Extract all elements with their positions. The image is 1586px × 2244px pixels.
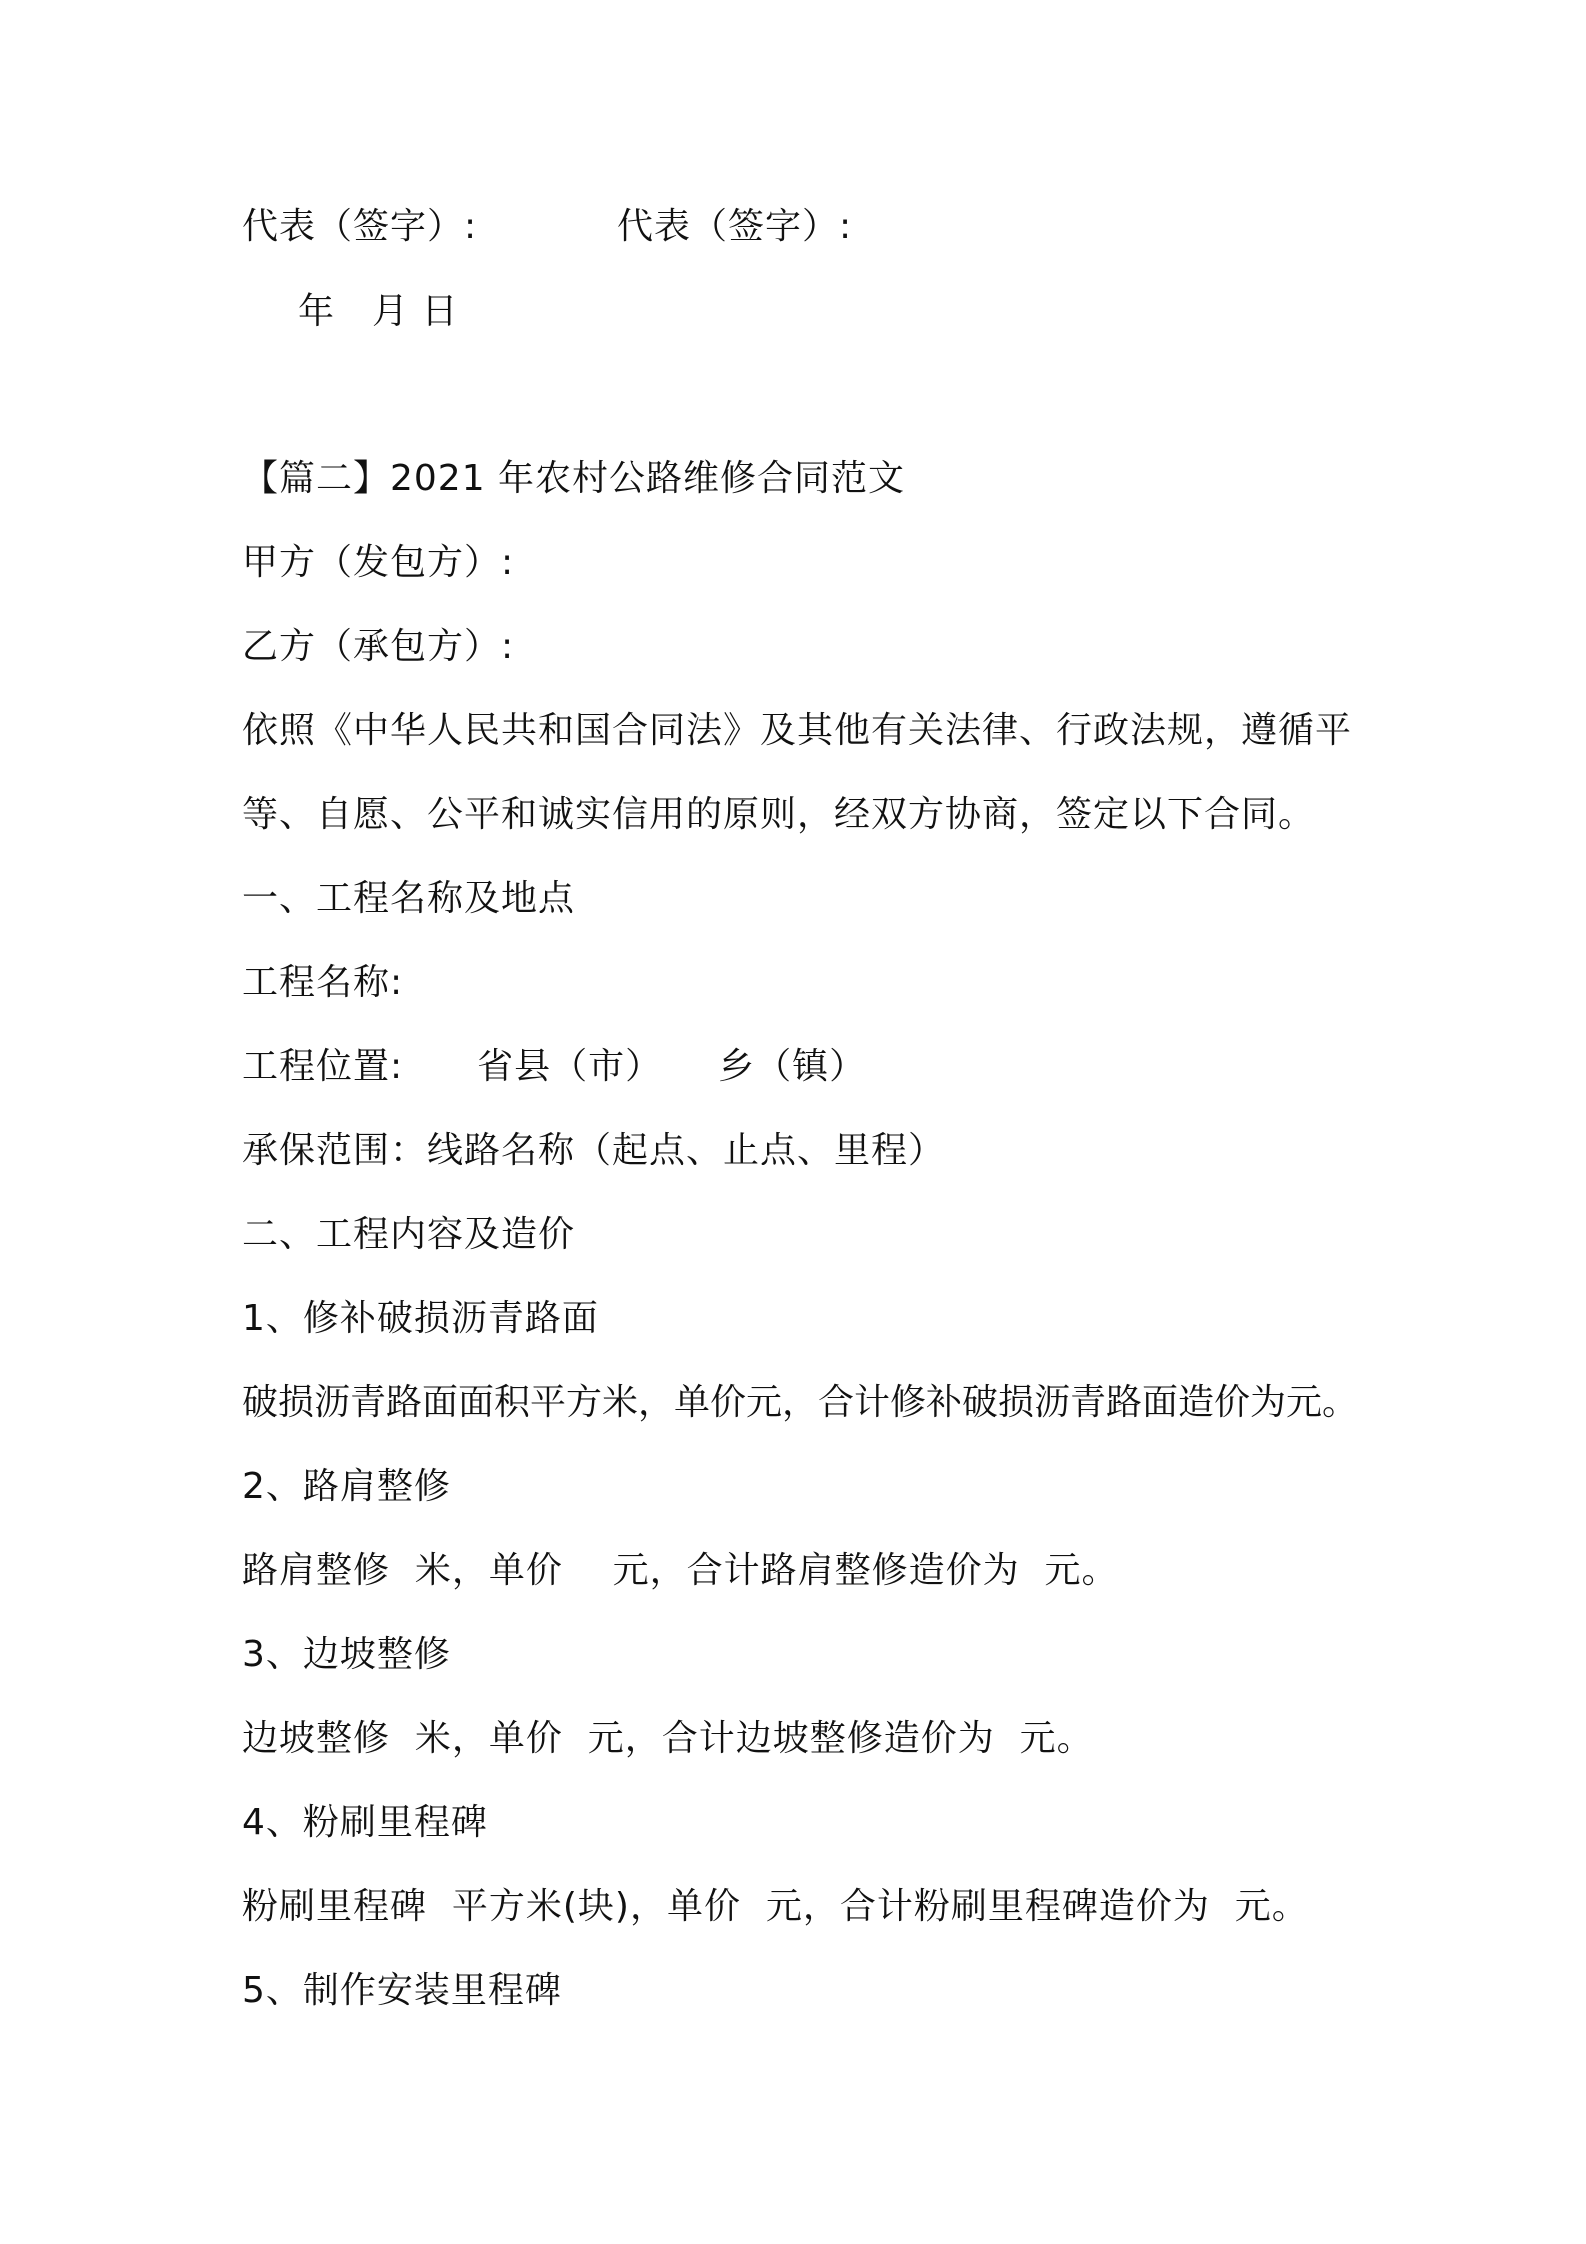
item5-heading: 5、制作安装里程碑 — [242, 1970, 562, 2011]
item4-heading: 4、粉刷里程碑 — [242, 1802, 488, 1843]
intro-line-2: 等、自愿、公平和诚实信用的原则，经双方协商，签定以下合同。 — [242, 794, 1316, 835]
item1-text: 破损沥青路面面积平方米，单价元，合计修补破损沥青路面造价为元。 — [242, 1382, 1359, 1423]
item2-heading: 2、路肩整修 — [242, 1466, 451, 1507]
signature-left-label: 代表（签字）: — [242, 206, 478, 247]
section1-heading: 一、工程名称及地点 — [242, 878, 576, 919]
project-location-line: 工程位置: 省县（市） 乡（镇） — [242, 1046, 867, 1087]
item3-text: 边坡整修 米，单价 元，合计边坡整修造价为 元。 — [242, 1718, 1094, 1759]
section2-heading: 二、工程内容及造价 — [242, 1214, 576, 1255]
party-a-line: 甲方（发包方）: — [242, 542, 515, 583]
signature-right-label: 代表（签字）: — [617, 206, 853, 247]
item1-heading: 1、修补破损沥青路面 — [242, 1298, 599, 1339]
item3-heading: 3、边坡整修 — [242, 1634, 451, 1675]
intro-line-1: 依照《中华人民共和国合同法》及其他有关法律、行政法规，遵循平 — [242, 710, 1353, 751]
item2-text: 路肩整修 米，单价 元，合计路肩整修造价为 元。 — [242, 1550, 1119, 1591]
scope-line: 承保范围：线路名称（起点、止点、里程） — [242, 1130, 946, 1171]
document-title: 【篇二】2021 年农村公路维修合同范文 — [242, 458, 906, 499]
project-name-line: 工程名称: — [242, 962, 404, 1003]
party-b-line: 乙方（承包方）: — [242, 626, 515, 667]
item4-text: 粉刷里程碑 平方米(块)，单价 元，合计粉刷里程碑造价为 元。 — [242, 1886, 1309, 1927]
signature-date: 年 月 日 — [298, 291, 459, 332]
